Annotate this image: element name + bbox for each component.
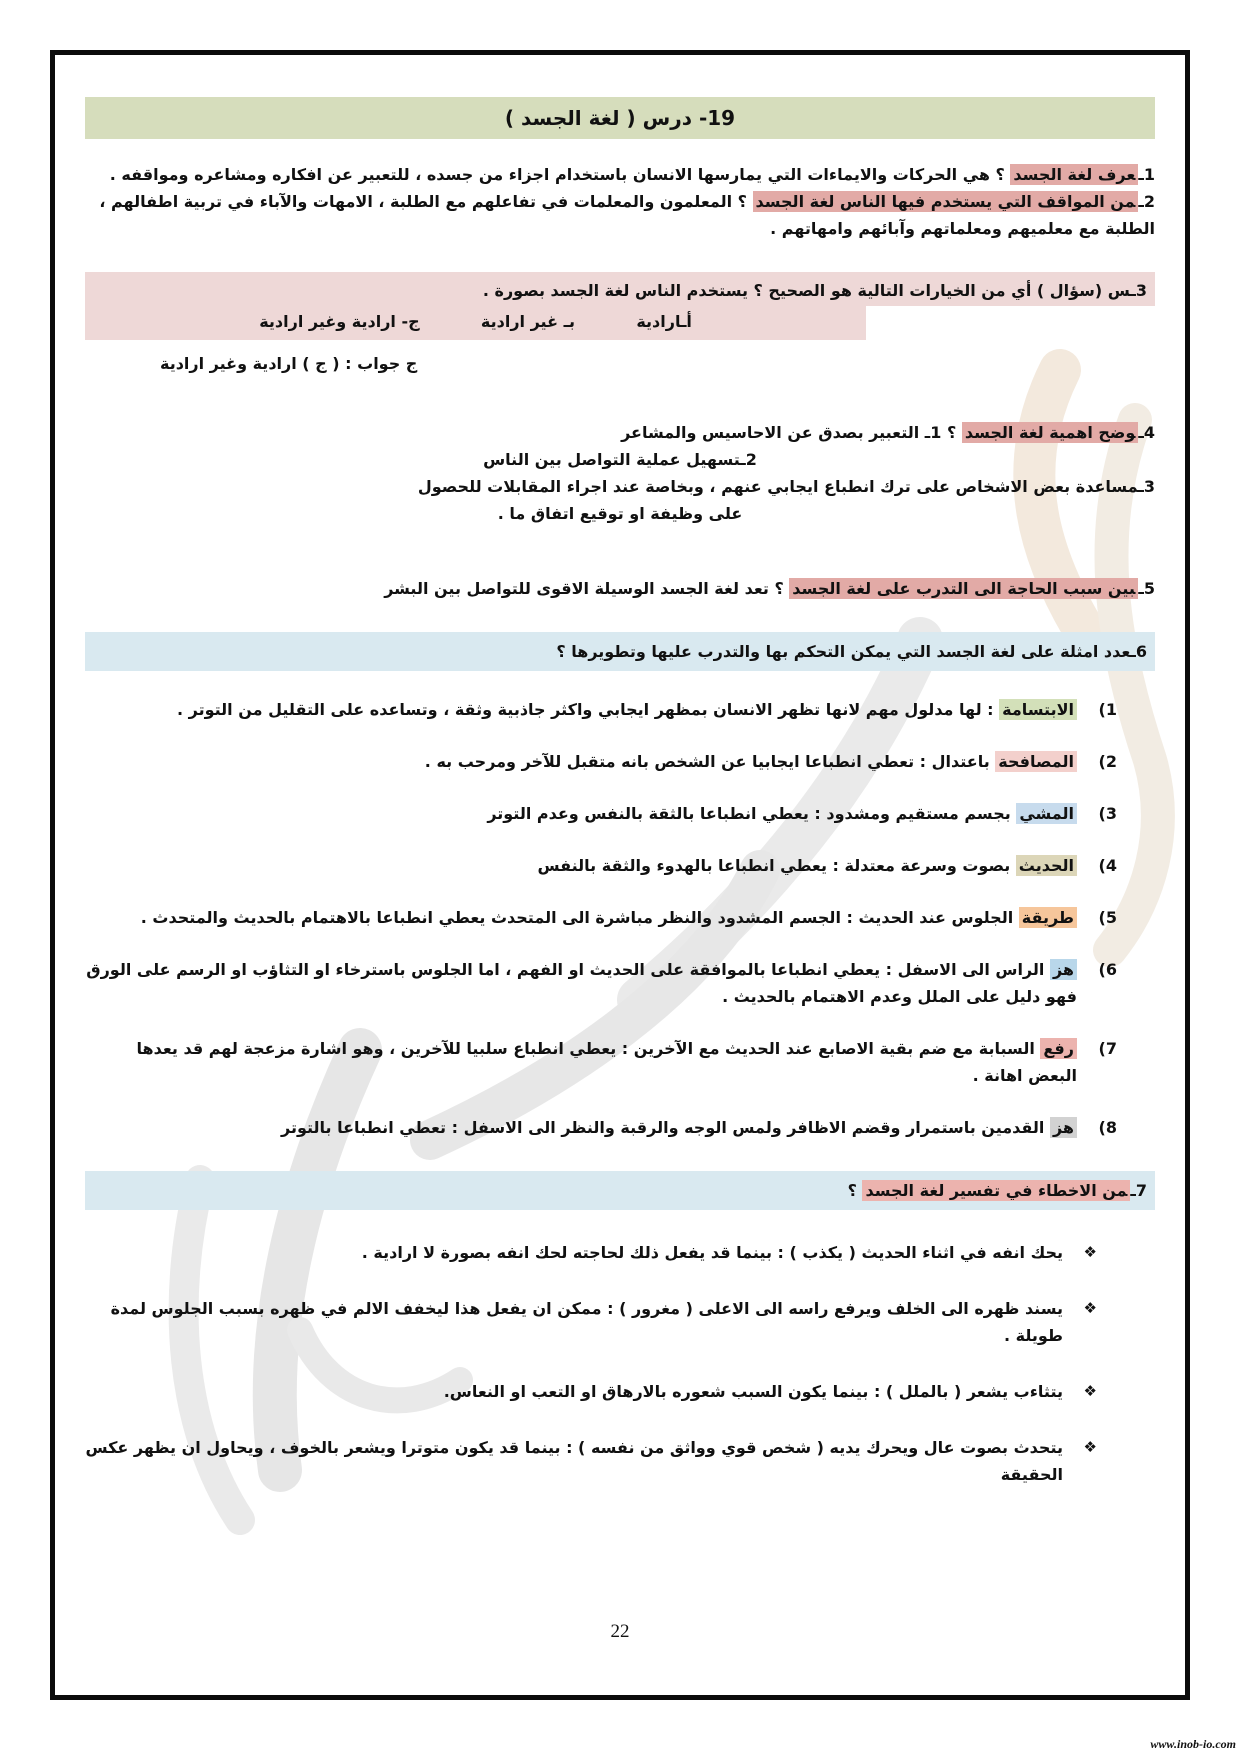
example-item-2 (85, 748, 1155, 775)
mistake-item-2-text: يسند ظهره الى الخلف ويرفع راسه الى الاعلى ( مغرور ) : ممكن ان يفعل هذا ليخفف الالم في ظهره بسبب الجلوس لمدة طويلة . (110, 1299, 1063, 1345)
example-item-7-text (85, 1035, 1077, 1089)
question-1-number: 1ـ (1138, 165, 1155, 184)
website-url: www.inob-io.com (1150, 1737, 1236, 1751)
question-7-qmark: ؟ (847, 1181, 863, 1200)
question-4-point-3: 3ـمساعدة بعض الاشخاص على ترك انطباع ايجابي عنهم ، وبخاصة عند اجراء المقابلات للحصول (417, 477, 1155, 496)
question-4-point-2: 2ـتسهيل عملية التواصل بين الناس (483, 450, 757, 469)
question-1 (85, 161, 1155, 188)
example-item-6-term: هز (1050, 959, 1077, 980)
example-item-6-text (85, 956, 1077, 1010)
question-5-highlight: بين سبب الحاجة الى التدرب على لغة الجسد (789, 578, 1138, 599)
question-3-box (85, 272, 1155, 340)
question-1-highlight: عرف لغة الجسد (1010, 164, 1138, 185)
question-7-header (85, 1171, 1155, 1210)
question-3-answer (85, 350, 1155, 377)
example-item-2-desc: باعتدال : تعطي انطباعا ايجابيا عن الشخص بانه متقبل للآخر ومرحب به . (424, 752, 996, 771)
example-item-5-term: طريقة (1019, 907, 1077, 928)
example-item-4-number: 4) (1098, 856, 1117, 875)
example-item-3 (85, 800, 1155, 827)
question-4-number: 4ـ (1138, 423, 1155, 442)
example-item-3-number: 3) (1098, 804, 1117, 823)
example-item-3-text (85, 800, 1077, 827)
example-item-4-text (85, 852, 1077, 879)
example-item-1-term: الابتسامة (999, 699, 1077, 720)
diamond-bullet-icon: ❖ (1083, 1382, 1097, 1400)
example-item-2-term: المصافحة (995, 751, 1077, 772)
example-item-7-number: 7) (1098, 1039, 1117, 1058)
question-5-answer: ؟ تعد لغة الجسد الوسيلة الاقوى للتواصل بين البشر (384, 579, 790, 598)
example-item-8 (85, 1114, 1155, 1141)
question-3-text: 3ـس (سؤال ) أي من الخيارات التالية هو الصحيح ؟ يستخدم الناس لغة الجسد بصورة . (85, 272, 1155, 306)
example-item-6-number: 6) (1098, 960, 1117, 979)
example-item-3-term: المشي (1016, 803, 1077, 824)
question-7-number: 7ـ (1130, 1181, 1147, 1200)
diamond-bullet-icon: ❖ (1083, 1299, 1097, 1317)
question-1-answer: ؟ هي الحركات والايماءات التي يمارسها الانسان باستخدام اجزاء من جسده ، للتعبير عن افكاره ومشاعره ومواقفه . (109, 165, 1011, 184)
example-item-6 (85, 956, 1155, 1010)
mistake-item-1 (85, 1239, 1155, 1266)
example-item-7-desc: السبابة مع ضم بقية الاصابع عند الحديث مع الآخرين : يعطي انطباع سلبيا للآخرين ، وهو اشارة مزعجة لهم قد يعدها البعض اهانة . (136, 1039, 1077, 1085)
question-4-highlight: وضح اهمية لغة الجسد (962, 422, 1139, 443)
page-number: 22 (610, 1621, 630, 1642)
question-4-point-3-cont: على وظيفة او توقيع اتفاق ما . (497, 504, 743, 523)
mistake-item-3 (85, 1378, 1155, 1405)
question-5 (85, 575, 1155, 602)
question-3-answer-text: ج جواب : ( ج ) ارادية وغير ارادية (160, 354, 418, 373)
page-content (55, 55, 1185, 1695)
example-item-3-desc: بجسم مستقيم ومشدود : يعطي انطباعا بالثقة بالنفس وعدم التوتر (487, 804, 1017, 823)
question-5-number: 5ـ (1138, 579, 1155, 598)
question-7-highlight: من الاخطاء في تفسير لغة الجسد (862, 1180, 1130, 1201)
question-6-header: 6ـعدد امثلة على لغة الجسد التي يمكن التحكم بها والتدرب عليها وتطويرها ؟ (85, 632, 1155, 671)
mistake-item-3-text: يتثاءب يشعر ( بالملل ) : بينما يكون السبب شعوره بالارهاق او التعب او النعاس. (443, 1382, 1063, 1401)
question-2-highlight: من المواقف التي يستخدم فيها الناس لغة الجسد (753, 191, 1139, 212)
example-item-1-desc: : لها مدلول مهم لانها تظهر الانسان بمظهر ايجابي واكثر جاذبية وثقة ، وتساعده على التقليل من التوتر . (176, 700, 1000, 719)
lesson-title: 19- درس ( لغة الجسد ) (85, 97, 1155, 139)
mistake-item-4 (85, 1434, 1155, 1488)
example-item-5-text (85, 904, 1077, 931)
example-item-4-desc: بصوت وسرعة معتدلة : يعطي انطباعا بالهدوء والثقة بالنفس (537, 856, 1016, 875)
question-3-options-text: أـارادية بـ غير ارادية ج- ارادية وغير ارادية (259, 312, 692, 331)
example-item-8-desc: القدمين باستمرار وقضم الاظافر ولمس الوجه والرقبة والنظر الى الاسفل : تعطي انطباعا بالتوتر (281, 1118, 1050, 1137)
diamond-bullet-icon: ❖ (1083, 1243, 1097, 1261)
example-item-1 (85, 696, 1155, 723)
example-item-5-number: 5) (1098, 908, 1117, 927)
page-border (50, 50, 1190, 1700)
question-2-number: 2ـ (1138, 192, 1155, 211)
example-item-7 (85, 1035, 1155, 1089)
question-2-answer: ؟ المعلمون والمعلمات في تفاعلهم مع الطلبة ، الامهات والآباء في تربية اطفالهم ، الطلبة مع معلميهم ومعلماتهم وآبائهم وامهاتهم . (99, 192, 1155, 238)
mistake-item-4-text: يتحدث بصوت عال ويحرك يديه ( شخص قوي وواثق من نفسه ) : بينما قد يكون متوترا ويشعر بالخوف ، ويحاول ان يظهر عكس الحقيقة (85, 1438, 1063, 1484)
example-item-2-number: 2) (1098, 752, 1117, 771)
example-item-2-text (85, 748, 1077, 775)
example-item-6-desc: الراس الى الاسفل : يعطي انطباعا بالموافقة على الحديث او الفهم ، اما الجلوس باسترخاء او التثاؤب او الرسم على الورق فهو دليل على الملل وعدم الاهتمام بالحديث . (86, 960, 1077, 1006)
mistake-item-1-text: يحك انفه في اثناء الحديث ( يكذب ) : بينما قد يفعل ذلك لحاجته لحك انفه بصورة لا ارادية . (361, 1243, 1063, 1262)
example-item-5-desc: الجلوس عند الحديث : الجسم المشدود والنظر مباشرة الى المتحدث يعطي انطباعا بالاهتمام بالحديث والمتحدث . (140, 908, 1019, 927)
example-item-1-text (85, 696, 1077, 723)
question-3-options (85, 306, 866, 340)
example-item-8-term: هز (1050, 1117, 1077, 1138)
example-item-4 (85, 852, 1155, 879)
question-2 (85, 188, 1155, 242)
example-item-8-number: 8) (1098, 1118, 1117, 1137)
example-item-1-number: 1) (1098, 700, 1117, 719)
mistake-item-2 (85, 1295, 1155, 1349)
example-item-8-text (85, 1114, 1077, 1141)
example-item-4-term: الحديث (1016, 855, 1077, 876)
example-item-5 (85, 904, 1155, 931)
diamond-bullet-icon: ❖ (1083, 1438, 1097, 1456)
question-4-point-1: ؟ 1ـ التعبير بصدق عن الاحاسيس والمشاعر (621, 423, 962, 442)
question-4 (85, 419, 1155, 446)
example-item-7-term: رفع (1040, 1038, 1077, 1059)
